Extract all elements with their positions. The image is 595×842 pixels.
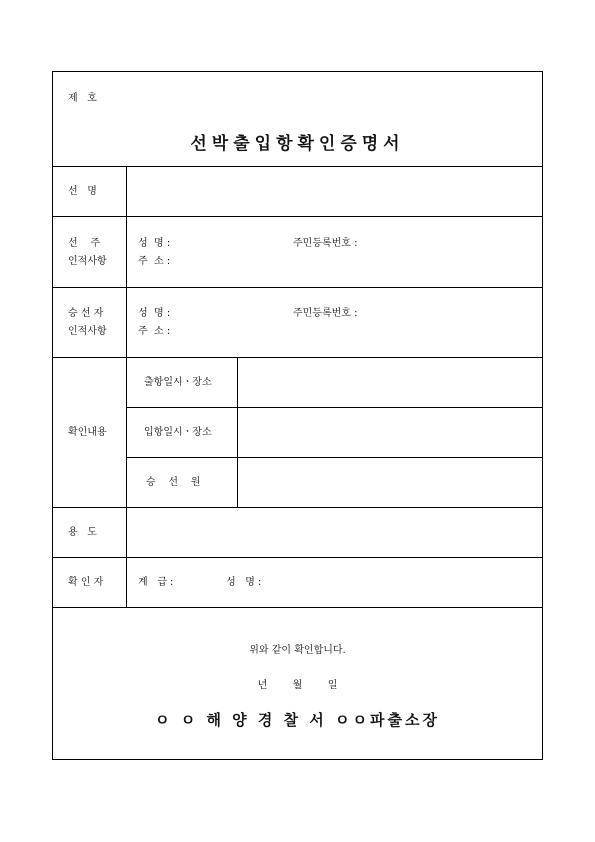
purpose-field[interactable] — [129, 510, 539, 555]
row-divider — [126, 407, 542, 408]
departure-label: 출항일시ㆍ장소 — [144, 377, 212, 388]
entry-label: 입항일시ㆍ장소 — [144, 427, 212, 438]
confirmer-rank-field[interactable] — [185, 574, 225, 590]
crew-name-label: 성 명 : — [138, 308, 171, 319]
owner-name-field[interactable] — [183, 235, 283, 251]
issue-date: 년 월 일 — [257, 680, 338, 691]
confirmer-name-field[interactable] — [275, 574, 435, 590]
doc-number-field[interactable] — [108, 88, 228, 110]
crew-id-label: 주민등록번호 : — [293, 308, 358, 319]
column-divider — [237, 357, 238, 507]
owner-label: 선 주 — [68, 238, 101, 249]
confirmation-statement: 위와 같이 확인합니다. — [249, 645, 346, 656]
crew-address-field[interactable] — [183, 323, 533, 339]
owner-id-label: 주민등록번호 : — [293, 238, 358, 249]
ship-name-field[interactable] — [129, 169, 539, 214]
crew-count-field[interactable] — [241, 460, 539, 505]
row-divider — [53, 607, 542, 608]
owner-address-label: 주 소 : — [138, 256, 171, 267]
confirmer-name-label: 성 명 : — [226, 577, 262, 588]
purpose-label: 용 도 — [68, 527, 97, 538]
crew-count-label: 승 선 원 — [146, 477, 201, 488]
departure-field[interactable] — [241, 360, 539, 405]
owner-info-label: 인적사항 — [68, 256, 107, 267]
crew-label: 승 선 자 — [68, 308, 104, 319]
doc-number-label: 제 호 — [68, 93, 97, 104]
issuing-office: ㅇ ㅇ 해 양 경 찰 서 ㅇㅇ파출소장 — [155, 711, 440, 729]
owner-id-field[interactable] — [371, 235, 536, 251]
crew-address-label: 주 소 : — [138, 326, 171, 337]
ship-name-label: 선 명 — [68, 186, 97, 197]
owner-address-field[interactable] — [183, 253, 533, 269]
confirmer-rank-label: 계 급 : — [138, 577, 174, 588]
crew-name-field[interactable] — [183, 305, 283, 321]
confirm-content-label: 확인내용 — [68, 427, 107, 438]
document-title: 선박출입항확인증명서 — [190, 134, 405, 154]
crew-info-label: 인적사항 — [68, 326, 107, 337]
owner-name-label: 성 명 : — [138, 238, 171, 249]
row-divider — [126, 457, 542, 458]
column-divider — [126, 166, 127, 607]
certificate-form — [52, 71, 543, 760]
crew-id-field[interactable] — [371, 305, 536, 321]
entry-field[interactable] — [241, 410, 539, 455]
confirmer-label: 확 인 자 — [68, 577, 104, 588]
